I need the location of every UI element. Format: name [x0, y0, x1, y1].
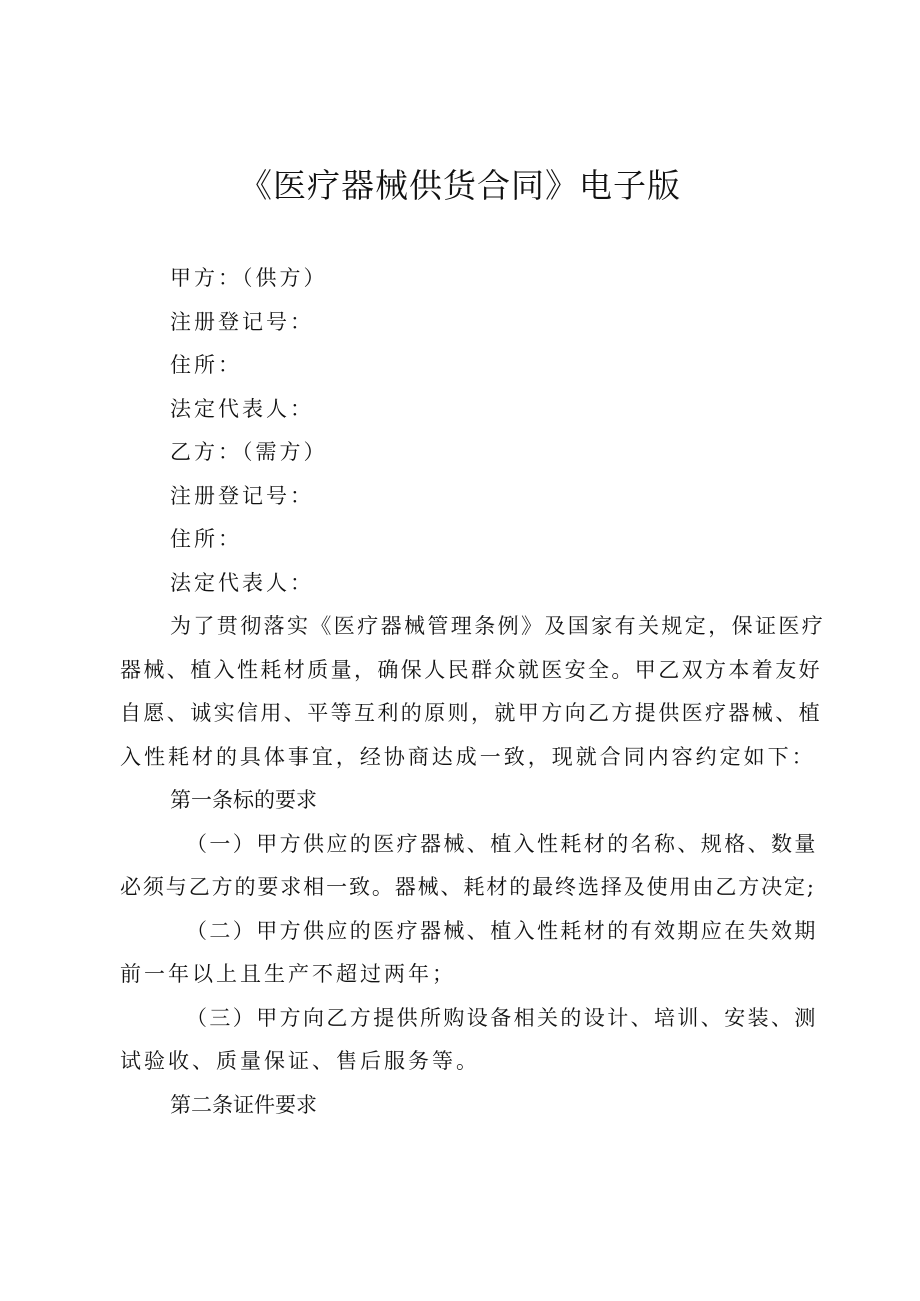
article-1-item-2-rest: 前一年以上且生产不超过两年；: [120, 962, 456, 986]
party-b-legal-rep: 法定代表人：: [170, 570, 314, 595]
article-1-item-3-rest: 试验收、质量保证、售后服务等。: [120, 1049, 480, 1073]
article-1-item-1-first: （一）甲方供应的医疗器械、植入性耗材的名称、规格、数量: [186, 831, 818, 856]
party-a-label: 甲方：（供方）: [170, 266, 328, 290]
preamble-line: 自愿、诚实信用、平等互利的原则，就甲方向乙方提供医疗器械、植: [120, 701, 822, 725]
preamble-line: 为了贯彻落实《医疗器械管理条例》及国家有关规定，保证医疗: [170, 614, 826, 638]
preamble-line: 器械、植入性耗材质量，确保人民群众就医安全。甲乙双方本着友好: [120, 657, 822, 682]
party-b-address: 住所：: [170, 527, 242, 551]
article-1-heading: 第一条标的要求: [170, 788, 317, 812]
party-b-reg-no: 注册登记号：: [170, 483, 314, 508]
preamble-line: 入性耗材的具体事宜，经协商达成一致，现就合同内容约定如下：: [120, 744, 815, 769]
article-1-item-1-rest: 必须与乙方的要求相一致。器械、耗材的最终选择及使用由乙方决定;: [120, 875, 815, 899]
document-body: [120, 257, 826, 1127]
party-a-address: 住所：: [170, 353, 242, 377]
article-1-item-3-first: （三）甲方向乙方提供所购设备相关的设计、培训、安装、测: [186, 1005, 818, 1030]
article-2-heading: 第二条证件要求: [170, 1092, 317, 1117]
document-title: 《医疗器械供货合同》电子版: [239, 166, 681, 205]
party-a-legal-rep: 法定代表人：: [170, 396, 314, 421]
party-b-label: 乙方：（需方）: [170, 440, 328, 464]
article-1-item-2-first: （二）甲方供应的医疗器械、植入性耗材的有效期应在失效期: [186, 918, 818, 943]
party-a-reg-no: 注册登记号：: [170, 309, 314, 334]
